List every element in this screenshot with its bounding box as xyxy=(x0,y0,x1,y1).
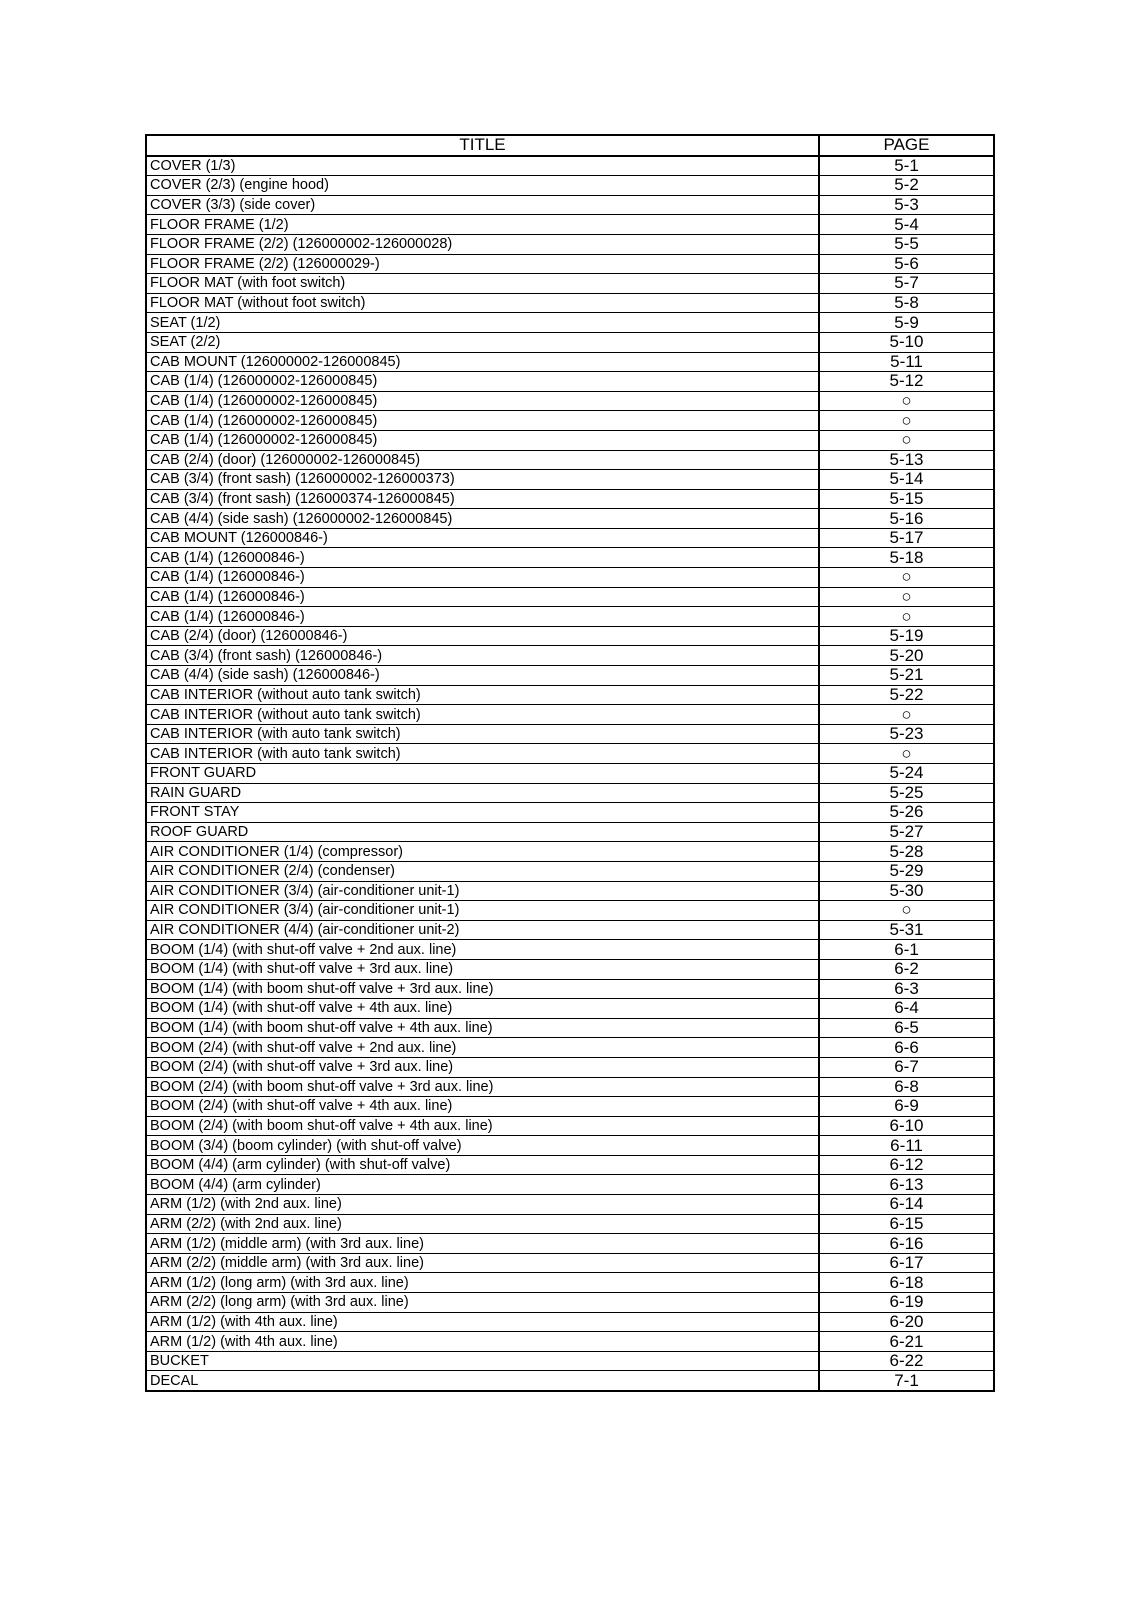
table-row xyxy=(146,176,994,196)
table-row xyxy=(146,313,994,333)
table-row xyxy=(146,842,994,862)
row-page-cell: ○ xyxy=(819,411,994,431)
row-title-cell: RAIN GUARD xyxy=(146,783,819,803)
table-row xyxy=(146,999,994,1019)
row-title-cell: CAB (1/4) (126000846-) xyxy=(146,607,819,627)
row-title-cell: CAB (3/4) (front sash) (126000374-126000845) xyxy=(146,489,819,509)
row-title-cell: AIR CONDITIONER (2/4) (condenser) xyxy=(146,861,819,881)
table-row xyxy=(146,274,994,294)
row-page-cell: 6-9 xyxy=(819,1097,994,1117)
table-row xyxy=(146,607,994,627)
table-row xyxy=(146,1312,994,1332)
row-title-cell: CAB MOUNT (126000846-) xyxy=(146,528,819,548)
row-page-cell: ○ xyxy=(819,705,994,725)
row-page-cell: ○ xyxy=(819,607,994,627)
row-page-cell: 7-1 xyxy=(819,1371,994,1391)
row-title-cell: CAB (1/4) (126000002-126000845) xyxy=(146,391,819,411)
row-title-cell: CAB INTERIOR (without auto tank switch) xyxy=(146,685,819,705)
table-row xyxy=(146,587,994,607)
row-page-cell: 5-15 xyxy=(819,489,994,509)
table-row xyxy=(146,979,994,999)
row-page-cell: 5-21 xyxy=(819,666,994,686)
row-page-cell: 6-12 xyxy=(819,1155,994,1175)
table-row xyxy=(146,764,994,784)
table-row xyxy=(146,332,994,352)
row-page-cell: 6-4 xyxy=(819,999,994,1019)
row-title-cell: BOOM (2/4) (with shut-off valve + 3rd aux. line) xyxy=(146,1057,819,1077)
row-title-cell: BOOM (2/4) (with shut-off valve + 4th aux. line) xyxy=(146,1097,819,1117)
table-row xyxy=(146,1351,994,1371)
row-title-cell: ARM (1/2) (with 4th aux. line) xyxy=(146,1312,819,1332)
row-title-cell: CAB (3/4) (front sash) (126000002-126000373) xyxy=(146,470,819,490)
row-page-cell: 5-3 xyxy=(819,195,994,215)
table-row xyxy=(146,1097,994,1117)
row-page-cell: ○ xyxy=(819,587,994,607)
row-page-cell: 5-16 xyxy=(819,509,994,529)
table-row xyxy=(146,470,994,490)
row-page-cell: 6-19 xyxy=(819,1293,994,1313)
table-row xyxy=(146,901,994,921)
table-row xyxy=(146,215,994,235)
row-page-cell: 6-11 xyxy=(819,1136,994,1156)
row-title-cell: FRONT GUARD xyxy=(146,764,819,784)
table-header-row xyxy=(146,135,994,156)
row-page-cell: 6-5 xyxy=(819,1018,994,1038)
table-row xyxy=(146,548,994,568)
row-page-cell: 5-22 xyxy=(819,685,994,705)
row-page-cell: 5-2 xyxy=(819,176,994,196)
table-row xyxy=(146,254,994,274)
row-page-cell: 5-12 xyxy=(819,372,994,392)
row-title-cell: CAB (1/4) (126000002-126000845) xyxy=(146,430,819,450)
row-title-cell: ARM (2/2) (middle arm) (with 3rd aux. line) xyxy=(146,1253,819,1273)
table-row xyxy=(146,881,994,901)
table-row xyxy=(146,430,994,450)
row-page-cell: 5-28 xyxy=(819,842,994,862)
row-page-cell: ○ xyxy=(819,744,994,764)
row-title-cell: AIR CONDITIONER (4/4) (air-conditioner unit-2) xyxy=(146,920,819,940)
row-title-cell: CAB (3/4) (front sash) (126000846-) xyxy=(146,646,819,666)
table-row xyxy=(146,293,994,313)
table-row xyxy=(146,803,994,823)
row-title-cell: FLOOR FRAME (2/2) (126000002-126000028) xyxy=(146,234,819,254)
row-page-cell: 5-27 xyxy=(819,822,994,842)
row-page-cell: 5-1 xyxy=(819,156,994,176)
row-title-cell: FLOOR MAT (without foot switch) xyxy=(146,293,819,313)
page-column-header: PAGE xyxy=(819,135,994,156)
table-row xyxy=(146,1273,994,1293)
table-body xyxy=(146,156,994,1391)
table-row xyxy=(146,1195,994,1215)
table-row xyxy=(146,1077,994,1097)
row-page-cell: ○ xyxy=(819,391,994,411)
row-title-cell: CAB (4/4) (side sash) (126000002-126000845) xyxy=(146,509,819,529)
table-row xyxy=(146,1018,994,1038)
row-title-cell: AIR CONDITIONER (1/4) (compressor) xyxy=(146,842,819,862)
row-page-cell: 5-25 xyxy=(819,783,994,803)
row-title-cell: BOOM (1/4) (with shut-off valve + 4th aux. line) xyxy=(146,999,819,1019)
table-row xyxy=(146,646,994,666)
row-page-cell: 5-5 xyxy=(819,234,994,254)
table-row xyxy=(146,1057,994,1077)
row-page-cell: 6-13 xyxy=(819,1175,994,1195)
row-page-cell: 5-11 xyxy=(819,352,994,372)
row-title-cell: CAB (4/4) (side sash) (126000846-) xyxy=(146,666,819,686)
row-title-cell: CAB (1/4) (126000846-) xyxy=(146,587,819,607)
row-page-cell: 6-22 xyxy=(819,1351,994,1371)
table-row xyxy=(146,195,994,215)
row-title-cell: SEAT (1/2) xyxy=(146,313,819,333)
table-row xyxy=(146,509,994,529)
row-title-cell: BOOM (1/4) (with boom shut-off valve + 4th aux. line) xyxy=(146,1018,819,1038)
row-title-cell: FLOOR MAT (with foot switch) xyxy=(146,274,819,294)
row-title-cell: CAB MOUNT (126000002-126000845) xyxy=(146,352,819,372)
row-title-cell: BOOM (2/4) (with boom shut-off valve + 4th aux. line) xyxy=(146,1116,819,1136)
row-title-cell: CAB (1/4) (126000002-126000845) xyxy=(146,411,819,431)
row-page-cell: 5-13 xyxy=(819,450,994,470)
row-title-cell: BOOM (4/4) (arm cylinder) (with shut-off valve) xyxy=(146,1155,819,1175)
row-title-cell: FRONT STAY xyxy=(146,803,819,823)
row-title-cell: ARM (1/2) (with 4th aux. line) xyxy=(146,1332,819,1352)
row-title-cell: SEAT (2/2) xyxy=(146,332,819,352)
row-title-cell: BOOM (4/4) (arm cylinder) xyxy=(146,1175,819,1195)
table-row xyxy=(146,1155,994,1175)
table-row xyxy=(146,1175,994,1195)
row-page-cell: ○ xyxy=(819,901,994,921)
row-title-cell: AIR CONDITIONER (3/4) (air-conditioner unit-1) xyxy=(146,881,819,901)
row-page-cell: ○ xyxy=(819,430,994,450)
row-title-cell: BOOM (1/4) (with boom shut-off valve + 3rd aux. line) xyxy=(146,979,819,999)
row-page-cell: 6-3 xyxy=(819,979,994,999)
row-title-cell: CAB (1/4) (126000846-) xyxy=(146,548,819,568)
contents-table xyxy=(145,134,995,1392)
table-row xyxy=(146,861,994,881)
table-row xyxy=(146,568,994,588)
row-page-cell: 6-16 xyxy=(819,1234,994,1254)
row-page-cell: ○ xyxy=(819,568,994,588)
row-page-cell: 5-17 xyxy=(819,528,994,548)
row-page-cell: 5-14 xyxy=(819,470,994,490)
row-title-cell: CAB (1/4) (126000002-126000845) xyxy=(146,372,819,392)
table-row xyxy=(146,489,994,509)
row-title-cell: AIR CONDITIONER (3/4) (air-conditioner unit-1) xyxy=(146,901,819,921)
row-title-cell: FLOOR FRAME (1/2) xyxy=(146,215,819,235)
row-page-cell: 6-14 xyxy=(819,1195,994,1215)
table-row xyxy=(146,685,994,705)
row-page-cell: 6-1 xyxy=(819,940,994,960)
table-row xyxy=(146,1234,994,1254)
row-page-cell: 6-21 xyxy=(819,1332,994,1352)
table-row xyxy=(146,1214,994,1234)
row-page-cell: 5-18 xyxy=(819,548,994,568)
row-title-cell: ARM (2/2) (with 2nd aux. line) xyxy=(146,1214,819,1234)
row-title-cell: COVER (3/3) (side cover) xyxy=(146,195,819,215)
row-page-cell: 5-8 xyxy=(819,293,994,313)
row-page-cell: 5-26 xyxy=(819,803,994,823)
row-title-cell: BUCKET xyxy=(146,1351,819,1371)
row-title-cell: BOOM (1/4) (with shut-off valve + 2nd aux. line) xyxy=(146,940,819,960)
row-title-cell: CAB INTERIOR (without auto tank switch) xyxy=(146,705,819,725)
table-row xyxy=(146,1116,994,1136)
row-title-cell: FLOOR FRAME (2/2) (126000029-) xyxy=(146,254,819,274)
table-row xyxy=(146,234,994,254)
table-row xyxy=(146,156,994,176)
row-title-cell: BOOM (2/4) (with boom shut-off valve + 3rd aux. line) xyxy=(146,1077,819,1097)
table-row xyxy=(146,744,994,764)
row-page-cell: 6-20 xyxy=(819,1312,994,1332)
row-page-cell: 5-23 xyxy=(819,724,994,744)
row-title-cell: ROOF GUARD xyxy=(146,822,819,842)
table-row xyxy=(146,1332,994,1352)
row-page-cell: 5-7 xyxy=(819,274,994,294)
table-row xyxy=(146,352,994,372)
row-title-cell: CAB (1/4) (126000846-) xyxy=(146,568,819,588)
row-title-cell: CAB INTERIOR (with auto tank switch) xyxy=(146,724,819,744)
table-row xyxy=(146,626,994,646)
table-row xyxy=(146,450,994,470)
row-title-cell: ARM (1/2) (with 2nd aux. line) xyxy=(146,1195,819,1215)
row-page-cell: 6-10 xyxy=(819,1116,994,1136)
row-title-cell: CAB INTERIOR (with auto tank switch) xyxy=(146,744,819,764)
row-page-cell: 5-30 xyxy=(819,881,994,901)
title-column-header: TITLE xyxy=(146,135,819,156)
row-page-cell: 5-20 xyxy=(819,646,994,666)
table-row xyxy=(146,705,994,725)
row-page-cell: 5-31 xyxy=(819,920,994,940)
row-title-cell: COVER (1/3) xyxy=(146,156,819,176)
table-row xyxy=(146,1038,994,1058)
row-page-cell: 5-29 xyxy=(819,861,994,881)
row-page-cell: 6-17 xyxy=(819,1253,994,1273)
row-page-cell: 5-4 xyxy=(819,215,994,235)
row-page-cell: 6-7 xyxy=(819,1057,994,1077)
row-page-cell: 6-15 xyxy=(819,1214,994,1234)
table-row xyxy=(146,666,994,686)
table-row xyxy=(146,391,994,411)
row-title-cell: DECAL xyxy=(146,1371,819,1391)
row-page-cell: 6-2 xyxy=(819,959,994,979)
table-row xyxy=(146,1136,994,1156)
row-page-cell: 5-9 xyxy=(819,313,994,333)
row-title-cell: ARM (2/2) (long arm) (with 3rd aux. line) xyxy=(146,1293,819,1313)
table-row xyxy=(146,411,994,431)
row-title-cell: ARM (1/2) (middle arm) (with 3rd aux. line) xyxy=(146,1234,819,1254)
row-title-cell: ARM (1/2) (long arm) (with 3rd aux. line) xyxy=(146,1273,819,1293)
table-row xyxy=(146,724,994,744)
table-row xyxy=(146,1253,994,1273)
row-title-cell: COVER (2/3) (engine hood) xyxy=(146,176,819,196)
row-page-cell: 5-24 xyxy=(819,764,994,784)
row-page-cell: 6-6 xyxy=(819,1038,994,1058)
table-row xyxy=(146,372,994,392)
table-row xyxy=(146,920,994,940)
table-row xyxy=(146,528,994,548)
table-row xyxy=(146,1371,994,1391)
row-page-cell: 5-10 xyxy=(819,332,994,352)
table-row xyxy=(146,1293,994,1313)
row-title-cell: CAB (2/4) (door) (126000846-) xyxy=(146,626,819,646)
table-row xyxy=(146,940,994,960)
table-row xyxy=(146,822,994,842)
table-row xyxy=(146,783,994,803)
row-page-cell: 6-8 xyxy=(819,1077,994,1097)
row-page-cell: 5-6 xyxy=(819,254,994,274)
row-title-cell: BOOM (2/4) (with shut-off valve + 2nd aux. line) xyxy=(146,1038,819,1058)
row-title-cell: BOOM (3/4) (boom cylinder) (with shut-off valve) xyxy=(146,1136,819,1156)
row-title-cell: CAB (2/4) (door) (126000002-126000845) xyxy=(146,450,819,470)
row-page-cell: 6-18 xyxy=(819,1273,994,1293)
row-title-cell: BOOM (1/4) (with shut-off valve + 3rd aux. line) xyxy=(146,959,819,979)
row-page-cell: 5-19 xyxy=(819,626,994,646)
table-row xyxy=(146,959,994,979)
